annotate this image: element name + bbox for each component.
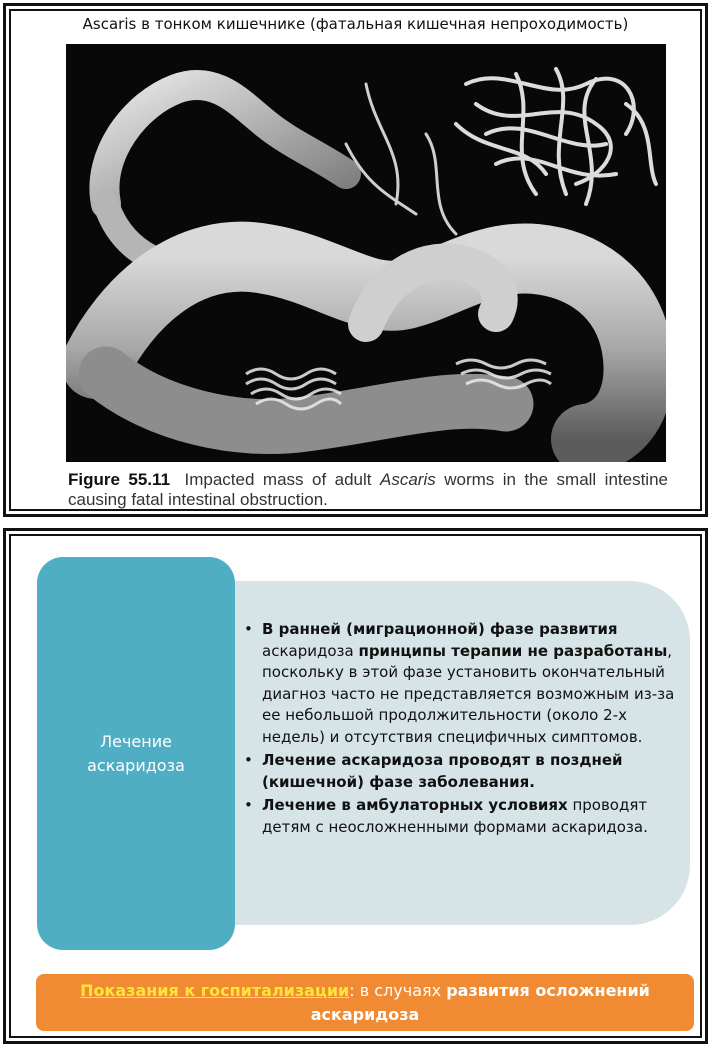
slide-top [3,3,708,517]
hospitalization-banner [36,974,694,1031]
bullet-1-bold-a: В ранней (миграционной) фазе развития [262,620,618,638]
bullet-item [242,795,682,838]
hospitalization-bold-text: развития осложнений аскаридоза [310,980,650,1024]
slide-bottom [3,528,708,1044]
treatment-label-block [37,557,235,950]
slide-title: Ascaris в тонком кишечнике (фатальная кишечная непроходимость) [82,15,629,33]
figure-caption [68,470,668,510]
bullet-item [242,750,682,793]
treatment-label: Лечение аскаридоза [87,731,185,775]
caption-text-italic: Ascaris [380,470,436,489]
figure-label: Figure 55.11 [68,470,171,489]
caption-text-1: Impacted mass of adult [184,470,380,489]
bullet-3-text: проводят детям с неосложненными формами аскаридоза. [262,796,648,836]
hospitalization-middle-text: : в случаях [349,980,447,1000]
hospitalization-link[interactable]: Показания к госпитализации [80,980,350,1000]
bullet-1-bold-b: принципы терапии не разработаны [358,641,668,660]
bullet-3-bold: Лечение в амбулаторных условиях [262,796,568,814]
bullet-2-bold: Лечение аскаридоза проводят в поздней (кишечной) фазе заболевания. [262,751,623,791]
caption-text-2: worms in the small intestine causing fatal intestinal obstruction. [68,470,668,509]
treatment-bullet-list [242,619,682,840]
bullet-item [242,619,682,748]
ascaris-intestine-photo [66,44,666,462]
bullet-1-text-a: аскаридоза [262,641,359,660]
photo-illustration [66,44,666,462]
bullet-1-text-b: , поскольку в этой фазе установить окончательный диагноз часто не представляется возможным из-за ее небольшой продолжительности (около 2-х недель) и отсутствия специфичных симптомов. [262,641,675,746]
